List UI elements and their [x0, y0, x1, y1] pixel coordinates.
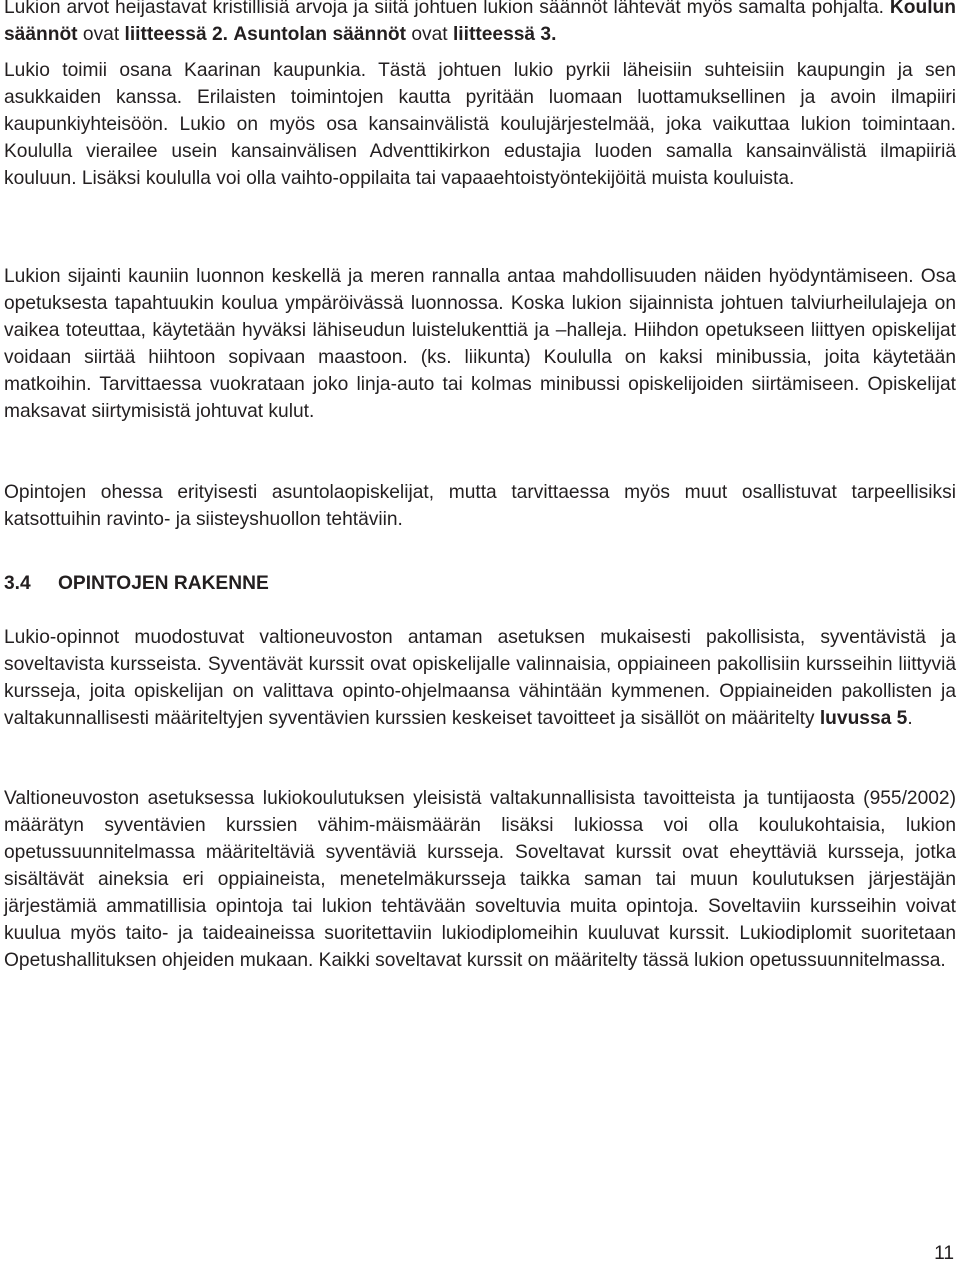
bold-chapter-reference: luvussa 5: [819, 708, 908, 729]
paragraph-applied-courses: Valtioneuvoston asetuksessa lukiokoulutuksen yleisistä valtakunnallisista tavoitteista ja tuntijaosta (955/2002) määrätyn syventävien kurssien vähim-mäismäärän lisäksi lukiossa voi olla koulukohtaisia, lukion opetussuunnitelmassa määriteltäviä syventäviä kursseja. Soveltavat kurssit ovat eheyttäviä kursseja, jotka sisältävät aineksia eri oppiaineista, menetelmäkursseja taikka saman tai muun koulutuksen järjestäjän järjestämiä ammatillisia opintoja tai lukion tehtävään soveltuvia muita opintoja. Soveltaviin kursseihin voivat kuulua myös taito- ja taideaineissa suoritettaviin lukiodiplomeihin kuuluvat kurssit. Lukiodiplomit suoritetaan Opetushallituksen ohjeiden mukaan. Kaikki soveltavat kurssit on määritelty tässä lukion opetussuunnitelmassa.: [4, 788, 956, 971]
paragraph-text: ovat: [77, 24, 125, 45]
paragraph-location-nature: Lukion sijainti kauniin luonnon keskellä ja meren rannalla antaa mahdollisuuden näiden hyödyntämiseen. Osa opetuksesta tapahtuukin koulua ympäröivässä luonnossa. Koska lukion sijainnista johtuen talviurheilulajeja on vaikea toteuttaa, käytetään hyväksi lähiseudun luistelukenttiä ja –halleja. Hiihdon opetukseen liittyen opiskelijat voidaan siirtää hiihtoon sopivaan maastoon. (ks. liikunta) Koululla on kaksi minibussia, joita käytetään matkoihin. Tarvittaessa vuokrataan joko linja-auto tai kolmas minibussi opiskelijoiden siirtämiseen. Opiskelijat maksavat siirtymisistä johtuvat kulut.: [4, 266, 956, 422]
section-number: 3.4: [4, 573, 31, 594]
paragraph-text: Lukion arvot heijastavat kristillisiä arvoja ja siitä johtuen lukion säännöt lähtevät myös samalta pohjalta.: [4, 0, 890, 18]
paragraph-text: ovat: [406, 24, 453, 45]
section-heading: [4, 570, 269, 597]
paragraph-text: .: [907, 708, 913, 729]
page-number: 11: [934, 1243, 954, 1264]
bold-school-rules: Koulun säännöt: [4, 0, 956, 45]
paragraph-values-and-rules: [4, 0, 956, 48]
bold-appendix-2: liitteessä 2.: [124, 24, 228, 45]
bold-appendix-3: liitteessä 3.: [452, 24, 557, 45]
section-title: OPINTOJEN RAKENNE: [58, 573, 269, 594]
paragraph-course-structure: [4, 624, 956, 732]
paragraph-city-relations: Lukio toimii osana Kaarinan kaupunkia. Tästä johtuen lukio pyrkii läheisiin suhteisiin kaupungin ja sen asukkaiden kanssa. Erilaisten toimintojen kautta pyritään luomaan luottamuksellinen ja avoin ilmapiiri kaupunkiyhteisöön. Lukio on myös osa kansainvälistä koulujärjestelmää, joka vaikuttaa lukion toimintaan. Koululla vierailee usein kansainvälisen Adventtikirkon edustajia luoden samalla kansainvälistä ilmapiiriä kouluun. Lisäksi koululla voi olla vaihto-oppilaita tai vapaaehtoistyöntekijöitä muista kouluista.: [4, 60, 956, 189]
paragraph-text: Lukio-opinnot muodostuvat valtioneuvoston antaman asetuksen mukaisesti pakollisista, syventävistä ja soveltavista kursseista. Syventävät kurssit ovat opiskelijalle valinnaisia, oppiaineen pakollisiin kursseihin liittyviä kursseja, joita opiskelijan on valittava opinto-ohjelmaansa vähintään kymmenen. Oppiaineiden pakollisten ja valtakunnallisesti määriteltyjen syventävien kurssien keskeiset tavoitteet ja sisällöt on määritelty: [4, 627, 956, 729]
bold-dormitory-rules: Asuntolan säännöt: [233, 24, 407, 45]
paragraph-dormitory-duties: Opintojen ohessa erityisesti asuntolaopiskelijat, mutta tarvittaessa myös muut osallistuvat tarpeellisiksi katsottuihin ravinto- ja siisteyshuollon tehtäviin.: [4, 482, 956, 530]
